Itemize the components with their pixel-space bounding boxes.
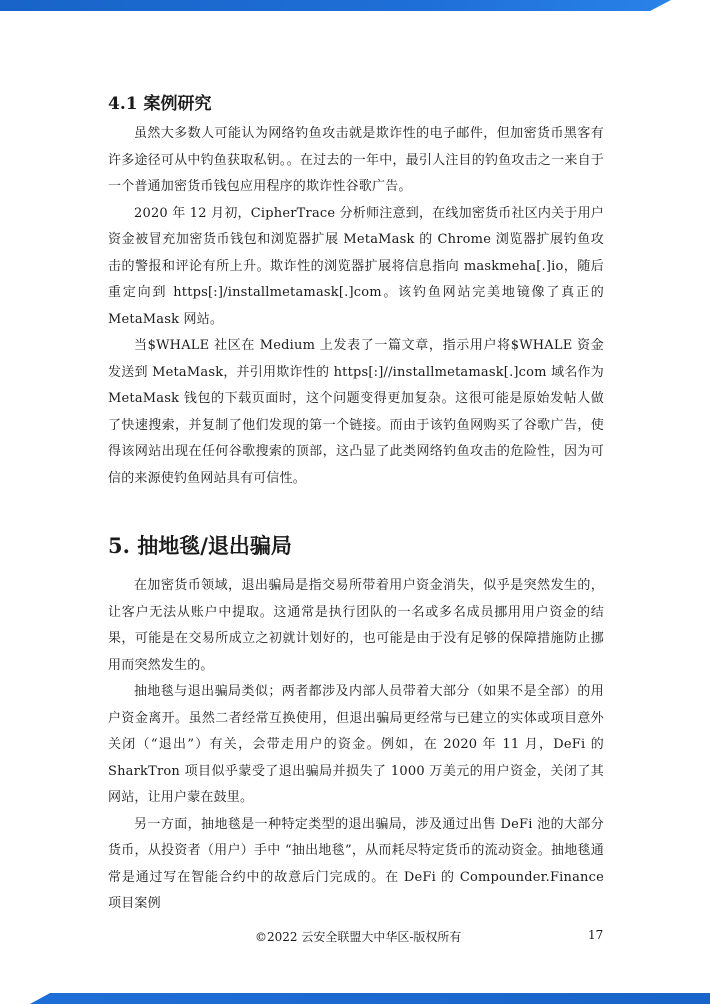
- paragraph: 抽地毯与退出骗局类似；两者都涉及内部人员带着大部分（如果不是全部）的用户资金离开。虽然二者经常互换使用，但退出骗局更经常与已建立的实体或项目意外关闭（“退出”）有关，会带走用户的资金。例如，在 2020 年 11 月，DeFi 的 SharkTron 项目似乎蒙受了退出骗局并损失了 1000 万美元的用户资金，关闭了其网站，让用户蒙在鼓里。: [108, 684, 604, 805]
- paragraph: 另一方面，抽地毯是一种特定类型的退出骗局，涉及通过出售 DeFi 池的大部分货币，从投资者（用户）手中 “抽出地毯”，从而耗尽特定货币的流动资金。抽地毯通常是通过写在智能合约中的故意后门完成的。在 DeFi 的 Compounder.Finance 项目案例: [108, 816, 604, 911]
- paragraph: 虽然大多数人可能认为网络钓鱼攻击就是欺诈性的电子邮件，但加密货币黑客有许多途径可从中钓鱼获取私钥。。在过去的一年中，最引人注目的钓鱼攻击之一来自于一个普通加密货币钱包应用程序的欺诈性谷歌广告。: [108, 126, 604, 194]
- page-content: [108, 90, 604, 918]
- paragraph: 在加密货币领域，退出骗局是指交易所带着用户资金消失，似乎是突然发生的，让客户无法从账户中提取。这通常是执行团队的一名或多名成员挪用用户资金的结果，可能是在交易所成立之初就计划好的，也可能是由于没有足够的保障措施防止挪用而突然发生的。: [108, 578, 604, 673]
- page-number: 17: [588, 928, 604, 942]
- paragraph: 2020 年 12 月初，CipherTrace 分析师注意到，在线加密货币社区内关于用户资金被冒充加密货币钱包和浏览器扩展 MetaMask 的 Chrome 浏览器扩展钓鱼攻击的警报和评论有所上升。欺诈性的浏览器扩展将信息指向 maskmeha[.]io，随后重定向到 https[:]/installmetamask[.]com。该钓鱼网站完美地镜像了真正的 MetaMask 网站。: [108, 205, 604, 327]
- copyright-text: ©2022 云安全联盟大中华区-版权所有: [255, 930, 462, 944]
- page-footer: [0, 928, 710, 948]
- section-title: 4.1 案例研究: [108, 94, 212, 114]
- footer-band: [0, 993, 710, 1004]
- chapter-title: 5. 抽地毯/退出骗局: [108, 533, 292, 558]
- header-band: [0, 0, 710, 11]
- paragraph: 当$WHALE 社区在 Medium 上发表了一篇文章，指示用户将$WHALE 资金发送到 MetaMask，并引用欺诈性的 https[:]//installmetamask[.]com 域名作为 MetaMask 钱包的下载页面时，这个问题变得更加复杂。这很可能是原始发帖人做了快速搜索，并复制了他们发现的第一个链接。而由于该钓鱼网购买了谷歌广告，使得该网站出现在任何谷歌搜索的顶部，这凸显了此类网络钓鱼攻击的危险性，因为可信的来源使钓鱼网站具有可信性。: [108, 338, 604, 486]
